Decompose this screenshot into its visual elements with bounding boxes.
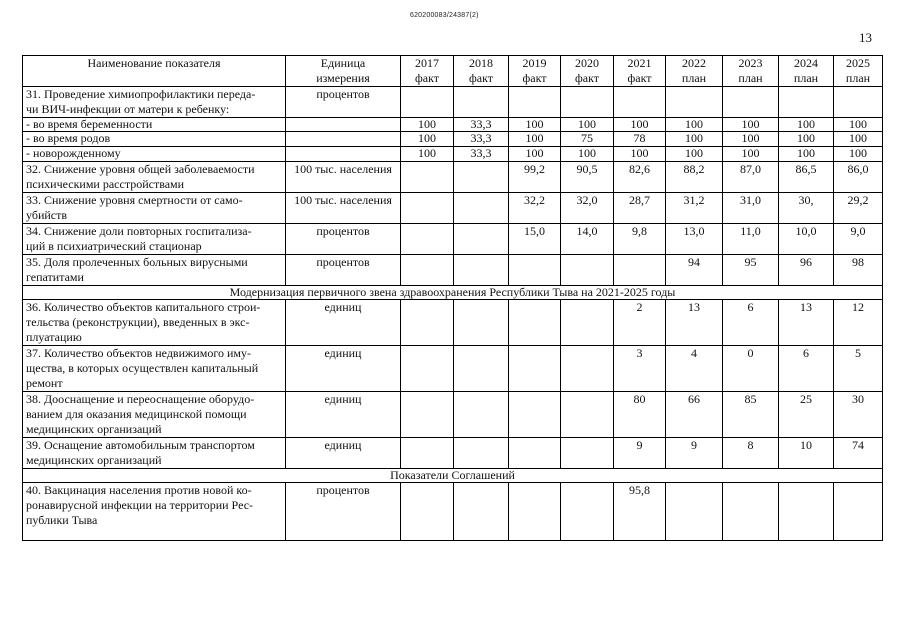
indicator-name — [23, 147, 286, 162]
value-cell-2018 — [454, 483, 509, 541]
table-row — [23, 147, 883, 162]
header-year-2020 — [561, 56, 614, 87]
value-cell-2022 — [666, 483, 723, 541]
indicator-name-line: - новорожденному — [26, 146, 121, 160]
indicator-name-line: 38. Дооснащение и переоснащение оборудо- — [26, 392, 255, 406]
indicator-unit: процентов — [286, 87, 401, 118]
indicator-name-line: 35. Доля пролеченных больных вирусными — [26, 255, 248, 269]
value-cell-2019 — [509, 346, 561, 392]
indicator-name-line: тельства (реконструкции), введенных в экс- — [26, 315, 250, 329]
value-cell-2018: 33,3 — [454, 118, 509, 132]
table-row — [23, 438, 883, 469]
value-cell-2021: 28,7 — [614, 193, 666, 224]
header-year-2017 — [401, 56, 454, 87]
indicator-name-line: убийств — [26, 208, 68, 222]
value-cell-2024: 10 — [779, 438, 834, 469]
indicator-name-line: ронавирусной инфекции на территории Рес- — [26, 498, 254, 512]
section-row — [23, 286, 883, 300]
document-stamp: 620200083/24387(2) — [410, 12, 479, 19]
value-cell-2023: 100 — [723, 132, 779, 147]
value-cell-2017 — [401, 300, 454, 346]
value-cell-2023: 11,0 — [723, 224, 779, 255]
indicator-name — [23, 162, 286, 193]
value-cell-2017 — [401, 438, 454, 469]
table-row — [23, 346, 883, 392]
indicator-name — [23, 224, 286, 255]
indicator-name-line: 36. Количество объектов капитального строи- — [26, 300, 261, 314]
value-cell-2017 — [401, 162, 454, 193]
value-cell-2020: 90,5 — [561, 162, 614, 193]
value-cell-2022: 94 — [666, 255, 723, 286]
value-cell-2024 — [779, 87, 834, 118]
value-cell-2024: 100 — [779, 132, 834, 147]
value-cell-2022: 66 — [666, 392, 723, 438]
value-cell-2017 — [401, 87, 454, 118]
value-cell-2020: 100 — [561, 118, 614, 132]
indicator-name-line: 39. Оснащение автомобильным транспортом — [26, 438, 255, 452]
indicator-name — [23, 300, 286, 346]
value-cell-2018 — [454, 300, 509, 346]
header-year-kind: факт — [627, 71, 652, 85]
indicator-name-line: 32. Снижение уровня общей заболеваемости — [26, 162, 255, 176]
indicator-unit: процентов — [286, 483, 401, 541]
indicator-name — [23, 193, 286, 224]
indicator-name-line: - во время родов — [26, 131, 111, 145]
value-cell-2025: 12 — [834, 300, 883, 346]
indicator-name-line: - во время беременности — [26, 117, 153, 131]
header-indicator-name — [23, 56, 286, 87]
value-cell-2018 — [454, 162, 509, 193]
indicator-name-line: гепатитами — [26, 270, 84, 284]
indicator-unit: единиц — [286, 346, 401, 392]
table-row — [23, 118, 883, 132]
value-cell-2017 — [401, 193, 454, 224]
indicator-name-line: 33. Снижение уровня смертности от само- — [26, 193, 243, 207]
header-year-label: 2022 — [682, 56, 706, 70]
indicator-name-line: 31. Проведение химиопрофилактики переда- — [26, 87, 256, 101]
value-cell-2025: 100 — [834, 118, 883, 132]
value-cell-2024: 100 — [779, 118, 834, 132]
header-year-2025 — [834, 56, 883, 87]
value-cell-2017 — [401, 392, 454, 438]
indicator-unit: единиц — [286, 438, 401, 469]
header-year-label: 2017 — [415, 56, 439, 70]
value-cell-2019: 99,2 — [509, 162, 561, 193]
value-cell-2021: 2 — [614, 300, 666, 346]
value-cell-2025: 29,2 — [834, 193, 883, 224]
value-cell-2020: 75 — [561, 132, 614, 147]
header-year-label: 2024 — [794, 56, 818, 70]
value-cell-2024: 25 — [779, 392, 834, 438]
value-cell-2024: 6 — [779, 346, 834, 392]
value-cell-2020: 14,0 — [561, 224, 614, 255]
value-cell-2023: 0 — [723, 346, 779, 392]
value-cell-2023: 100 — [723, 147, 779, 162]
value-cell-2019: 32,2 — [509, 193, 561, 224]
table-row — [23, 255, 883, 286]
value-cell-2017 — [401, 255, 454, 286]
value-cell-2019 — [509, 255, 561, 286]
indicator-name-line: ций в психиатрический стационар — [26, 239, 202, 253]
value-cell-2021: 100 — [614, 147, 666, 162]
value-cell-2022: 88,2 — [666, 162, 723, 193]
table-row — [23, 132, 883, 147]
indicator-name — [23, 132, 286, 147]
value-cell-2022: 100 — [666, 118, 723, 132]
value-cell-2018 — [454, 392, 509, 438]
value-cell-2024: 13 — [779, 300, 834, 346]
value-cell-2019: 100 — [509, 147, 561, 162]
indicator-name — [23, 346, 286, 392]
indicator-name — [23, 392, 286, 438]
value-cell-2025: 100 — [834, 147, 883, 162]
value-cell-2025: 98 — [834, 255, 883, 286]
header-year-label: 2018 — [469, 56, 493, 70]
value-cell-2023: 95 — [723, 255, 779, 286]
value-cell-2022: 9 — [666, 438, 723, 469]
indicator-unit: процентов — [286, 255, 401, 286]
indicator-unit: 100 тыс. населения — [286, 162, 401, 193]
value-cell-2020 — [561, 300, 614, 346]
value-cell-2020 — [561, 438, 614, 469]
value-cell-2019 — [509, 300, 561, 346]
header-year-kind: факт — [522, 71, 547, 85]
header-year-kind: факт — [468, 71, 494, 85]
value-cell-2017: 100 — [401, 147, 454, 162]
header-year-label: 2025 — [846, 56, 870, 70]
table-row — [23, 392, 883, 438]
value-cell-2022: 4 — [666, 346, 723, 392]
header-year-kind: факт — [414, 71, 440, 85]
value-cell-2018 — [454, 255, 509, 286]
header-year-2018 — [454, 56, 509, 87]
value-cell-2024: 100 — [779, 147, 834, 162]
value-cell-2025: 5 — [834, 346, 883, 392]
value-cell-2022: 13,0 — [666, 224, 723, 255]
value-cell-2018 — [454, 87, 509, 118]
value-cell-2024: 86,5 — [779, 162, 834, 193]
header-year-kind: план — [845, 71, 871, 85]
header-year-2021 — [614, 56, 666, 87]
value-cell-2024 — [779, 483, 834, 541]
header-year-kind: план — [738, 71, 763, 85]
indicator-unit: процентов — [286, 224, 401, 255]
header-unit-line: Единица — [320, 56, 366, 70]
header-year-2022 — [666, 56, 723, 87]
indicator-name-line: психическими расстройствами — [26, 177, 185, 191]
value-cell-2024: 96 — [779, 255, 834, 286]
value-cell-2023 — [723, 87, 779, 118]
header-year-kind: план — [681, 71, 707, 85]
value-cell-2020 — [561, 346, 614, 392]
value-cell-2021: 100 — [614, 118, 666, 132]
table-row — [23, 87, 883, 118]
page-number: 13 — [859, 30, 872, 45]
value-cell-2018: 33,3 — [454, 147, 509, 162]
value-cell-2025: 100 — [834, 132, 883, 147]
value-cell-2025 — [834, 483, 883, 541]
indicator-name — [23, 438, 286, 469]
value-cell-2024: 10,0 — [779, 224, 834, 255]
value-cell-2022: 100 — [666, 147, 723, 162]
indicator-unit — [286, 132, 401, 147]
value-cell-2021: 9 — [614, 438, 666, 469]
value-cell-2017: 100 — [401, 132, 454, 147]
header-unit — [286, 56, 401, 87]
value-cell-2018: 33,3 — [454, 132, 509, 147]
value-cell-2019: 100 — [509, 132, 561, 147]
value-cell-2023: 8 — [723, 438, 779, 469]
indicator-name-line: 34. Снижение доли повторных госпитализа- — [26, 224, 252, 238]
indicator-unit: 100 тыс. населения — [286, 193, 401, 224]
indicator-name — [23, 87, 286, 118]
section-row — [23, 469, 883, 483]
value-cell-2023: 100 — [723, 118, 779, 132]
header-indicator-name-text: Наименование показателя — [87, 56, 221, 70]
indicator-name-line: ванием для оказания медицинской помощи — [26, 407, 247, 421]
table-header-row — [23, 56, 883, 87]
value-cell-2021: 9,8 — [614, 224, 666, 255]
header-year-label: 2019 — [522, 56, 547, 70]
value-cell-2021: 78 — [614, 132, 666, 147]
indicator-unit: единиц — [286, 392, 401, 438]
value-cell-2020 — [561, 87, 614, 118]
value-cell-2022: 13 — [666, 300, 723, 346]
value-cell-2023: 85 — [723, 392, 779, 438]
indicator-unit — [286, 147, 401, 162]
value-cell-2019: 15,0 — [509, 224, 561, 255]
value-cell-2021: 95,8 — [614, 483, 666, 541]
indicator-name — [23, 483, 286, 541]
value-cell-2019 — [509, 483, 561, 541]
value-cell-2018 — [454, 224, 509, 255]
value-cell-2017: 100 — [401, 118, 454, 132]
value-cell-2020: 100 — [561, 147, 614, 162]
value-cell-2020 — [561, 255, 614, 286]
table-body — [23, 87, 883, 541]
table-row — [23, 483, 883, 541]
header-year-label: 2021 — [627, 56, 652, 70]
value-cell-2023: 31,0 — [723, 193, 779, 224]
header-year-2019 — [509, 56, 561, 87]
indicator-name-line: щества, в которых осуществлен капитальный — [26, 361, 259, 375]
value-cell-2021: 80 — [614, 392, 666, 438]
indicator-name-line: медицинских организаций — [26, 453, 162, 467]
value-cell-2017 — [401, 483, 454, 541]
indicator-name — [23, 255, 286, 286]
header-year-2023 — [723, 56, 779, 87]
value-cell-2022: 100 — [666, 132, 723, 147]
value-cell-2025: 30 — [834, 392, 883, 438]
header-year-2024 — [779, 56, 834, 87]
value-cell-2025: 9,0 — [834, 224, 883, 255]
header-year-kind: факт — [574, 71, 600, 85]
value-cell-2017 — [401, 224, 454, 255]
value-cell-2019: 100 — [509, 118, 561, 132]
value-cell-2025: 74 — [834, 438, 883, 469]
header-year-label: 2020 — [575, 56, 599, 70]
value-cell-2021: 3 — [614, 346, 666, 392]
value-cell-2021 — [614, 255, 666, 286]
header-year-kind: план — [793, 71, 819, 85]
header-unit-line: измерения — [316, 71, 370, 85]
indicator-name-line: медицинских организаций — [26, 422, 162, 436]
indicator-name-line: публики Тыва — [26, 513, 98, 527]
value-cell-2025: 86,0 — [834, 162, 883, 193]
indicator-unit — [286, 118, 401, 132]
value-cell-2020: 32,0 — [561, 193, 614, 224]
indicator-name-line: ремонт — [26, 376, 63, 390]
value-cell-2019 — [509, 87, 561, 118]
value-cell-2020 — [561, 392, 614, 438]
indicator-unit: единиц — [286, 300, 401, 346]
value-cell-2018 — [454, 193, 509, 224]
value-cell-2023 — [723, 483, 779, 541]
indicator-name-line: плуатацию — [26, 330, 82, 344]
value-cell-2021: 82,6 — [614, 162, 666, 193]
section-title: Показатели Соглашений — [23, 469, 883, 483]
table-row — [23, 193, 883, 224]
value-cell-2020 — [561, 483, 614, 541]
table-row — [23, 162, 883, 193]
indicator-name-line: 37. Количество объектов недвижимого иму- — [26, 346, 251, 360]
indicator-name-line: 40. Вакцинация населения против новой ко- — [26, 483, 252, 497]
table-row — [23, 300, 883, 346]
indicators-table — [22, 55, 883, 541]
table-row — [23, 224, 883, 255]
value-cell-2022 — [666, 87, 723, 118]
value-cell-2019 — [509, 438, 561, 469]
value-cell-2025 — [834, 87, 883, 118]
value-cell-2023: 6 — [723, 300, 779, 346]
value-cell-2018 — [454, 438, 509, 469]
value-cell-2018 — [454, 346, 509, 392]
value-cell-2022: 31,2 — [666, 193, 723, 224]
header-year-label: 2023 — [738, 56, 763, 70]
value-cell-2019 — [509, 392, 561, 438]
indicator-name — [23, 118, 286, 132]
value-cell-2023: 87,0 — [723, 162, 779, 193]
section-title: Модернизация первичного звена здравоохранения Республики Тыва на 2021-2025 годы — [23, 286, 883, 300]
value-cell-2024: 30, — [779, 193, 834, 224]
value-cell-2021 — [614, 87, 666, 118]
indicator-name-line: чи ВИЧ-инфекции от матери к ребенку: — [26, 102, 230, 116]
value-cell-2017 — [401, 346, 454, 392]
